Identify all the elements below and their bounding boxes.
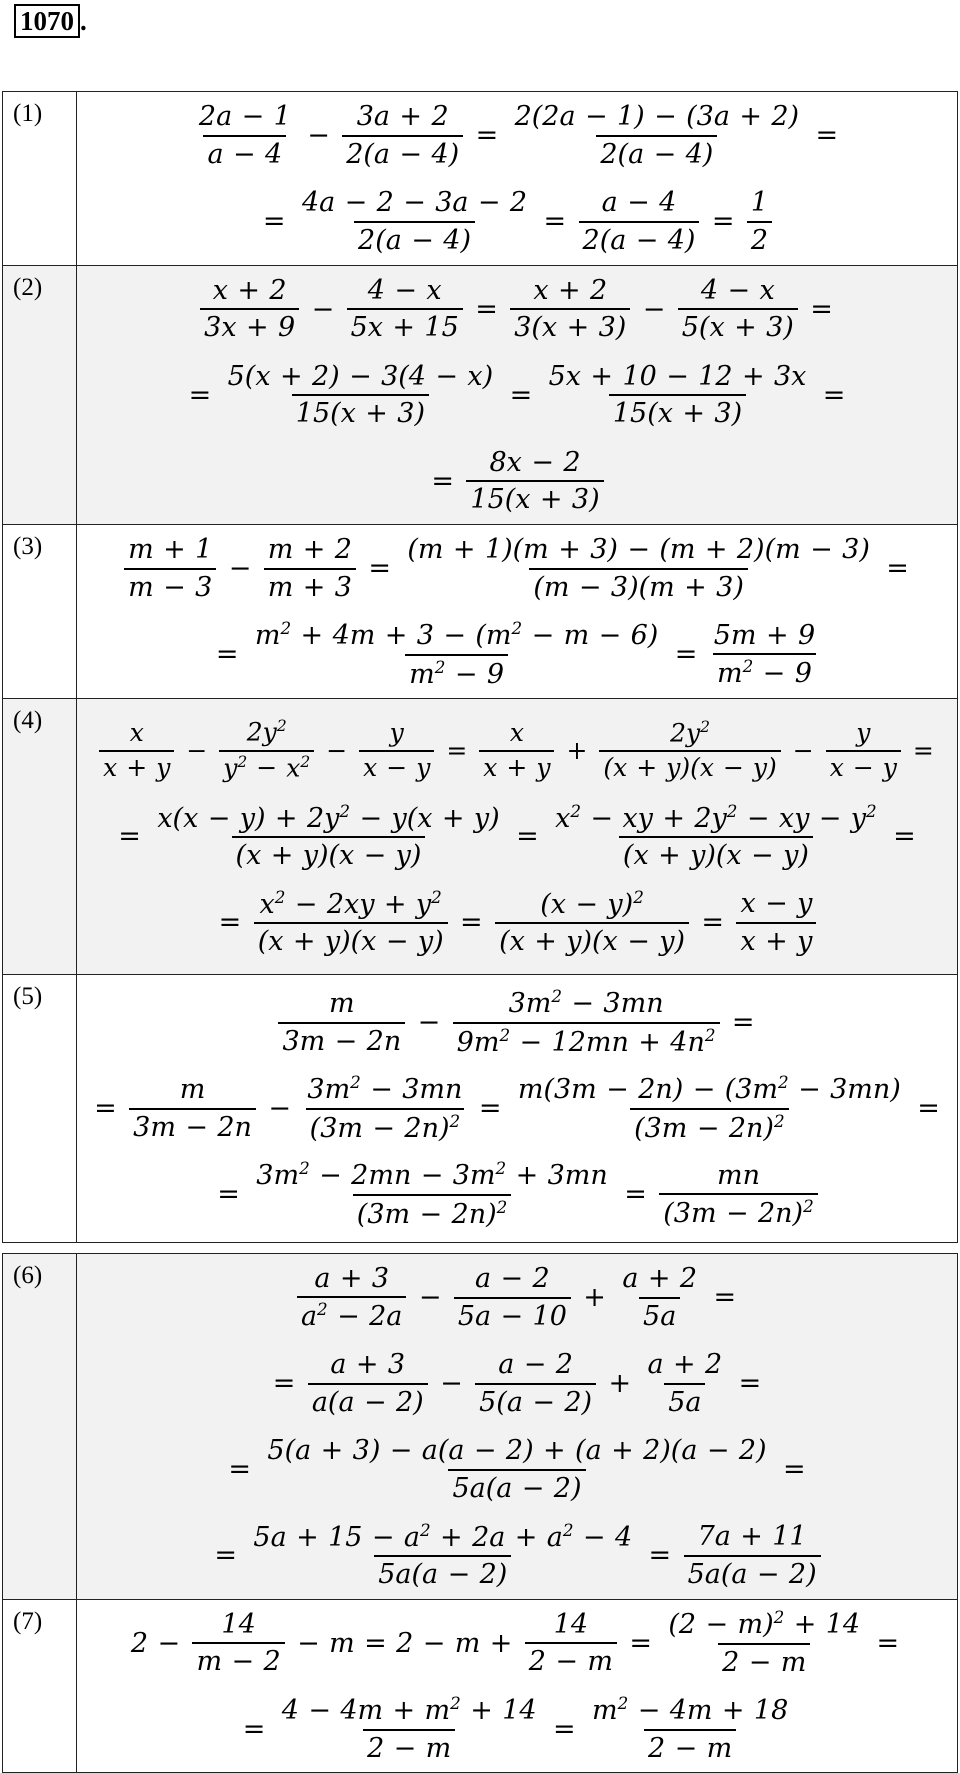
denominator: m − 3 [124,568,216,603]
exercise-header [14,6,87,37]
numerator: $m^2 + 4m + 3 - (m^2 - m - 6)$ [254,618,659,652]
expression-text: − m = 2 − m + [297,1627,513,1659]
expression-text: = [475,293,498,325]
solution-row-3 [3,525,958,699]
numerator: x [129,717,144,747]
numerator: 14 [553,1608,589,1640]
numerator: $m^2 - 4m + 18$ [592,1693,789,1727]
fraction [710,620,819,689]
numerator: 5m + 9 [713,619,816,651]
numerator: 8x − 2 [489,446,581,478]
equation-line [114,794,919,880]
expression-text: = [553,1713,576,1745]
expression-text: − [268,1093,291,1124]
expression-text: = [782,1454,806,1485]
expression-text: = [242,1713,266,1745]
expression-text: = [446,736,468,765]
equation-line [90,1066,944,1152]
expression-text: = [624,1179,647,1210]
fraction [249,1521,636,1590]
numerator: m + 1 [128,534,213,566]
denominator: 5x + 15 [347,308,463,343]
numerator: 2(2a − 1) − (3a + 2) [514,101,800,133]
solution-cell [77,699,958,975]
solution-cell [77,92,958,266]
expression-text: = [674,639,698,670]
exercise-number-suffix: . [80,6,87,36]
equation-line [96,708,938,794]
fraction [308,1349,428,1417]
expression-text: + [583,1282,606,1313]
numerator: a + 2 [622,1263,698,1295]
denominator: (x + y)(x − y) [232,836,426,871]
expression-text: − [418,1282,442,1313]
expression-text: = [218,907,242,938]
denominator: $(3m - 2n)^2$ [659,1193,818,1229]
denominator: 5a [664,1383,705,1418]
denominator: (m − 3)(m + 3) [529,568,748,603]
expression-text: = [731,1007,755,1038]
denominator: a − 4 [203,135,286,170]
solution-row-4 [3,699,958,975]
fraction [297,1263,406,1332]
expression-text: − [228,553,252,584]
expression-text: − [326,736,348,765]
numerator: x + 2 [212,274,287,306]
numerator: $5a + 15 - a^2 + 2a + a^2 - 4$ [253,1519,633,1553]
expression-text: = [886,553,909,584]
equation-line [131,1600,903,1686]
numerator: $2y^2$ [246,717,287,747]
denominator: $y^2 - x^2$ [219,750,314,783]
solution-row-2 [3,266,958,525]
numerator: $2y^2$ [670,717,711,747]
denominator: (x + y)(x − y) [619,836,813,871]
denominator: x + y [479,750,554,783]
row-label: (6) [3,1254,77,1600]
expression-text: = [228,1454,252,1485]
fraction [219,718,314,782]
fraction [643,1349,726,1417]
equation-line [427,438,606,524]
numerator: 14 [221,1608,256,1640]
numerator: $3m^2 - 2mn - 3m^2 + 3mn$ [256,1158,608,1192]
row-label: (5) [3,975,77,1243]
expression-text: + [566,736,588,765]
numerator: $3m^2 - 3mn$ [508,986,664,1020]
denominator: 2 − m [718,1643,810,1678]
fraction [618,1263,701,1331]
numerator: 5x + 10 − 12 + 3x [548,360,807,392]
fraction [525,1609,617,1677]
denominator: 2 [747,221,772,256]
expression-text: = [118,821,141,852]
fraction [342,101,463,169]
fraction [252,1159,612,1229]
fraction [278,988,405,1056]
numerator: a + 3 [330,1349,406,1381]
denominator: $(3m - 2n)^2$ [630,1108,789,1144]
fraction [195,101,295,169]
expression-text: = [810,293,833,325]
expression-text: = [478,1093,502,1124]
fraction [347,275,463,343]
denominator: 2(a − 4) [354,221,475,256]
fraction [599,719,780,783]
solution-row-1 [3,92,958,266]
expression-text: − [307,120,330,151]
numerator: 2a − 1 [198,101,291,133]
numerator: 5(a + 3) − a(a − 2) + (a + 2)(a − 2) [267,1435,767,1467]
fraction [99,719,174,783]
numerator: a − 2 [475,1263,550,1295]
equation-line [210,1513,823,1599]
expression-text: = [509,379,533,411]
denominator: 3m − 2n [129,1108,256,1143]
equation-line [224,1427,809,1513]
denominator: 3(x + 3) [510,308,630,343]
expression-text: = [713,1282,737,1313]
numerator: a + 2 [647,1349,723,1381]
numerator: 3a + 2 [356,101,449,133]
numerator: $4 - 4m + m^2 + 14$ [281,1693,537,1727]
fraction [124,534,216,602]
denominator: 2(a − 4) [596,135,717,170]
denominator: 5a(a − 2) [684,1555,821,1590]
expression-text: − [417,1007,441,1038]
fraction [359,719,434,783]
numerator: $(2 - m)^2 + 14$ [668,1607,861,1641]
expression-text: − [311,293,335,325]
denominator: 2(a − 4) [579,221,700,256]
expression-text: = [368,553,391,584]
fraction [579,187,700,255]
solution-row-5 [3,975,958,1243]
equation-line [275,980,758,1066]
expression-text: − [792,736,814,765]
numerator: $m(3m - 2n) - (3m^2 - 3mn)$ [517,1072,901,1106]
fraction [475,1349,596,1417]
equation-line [121,526,913,612]
denominator: 3m − 2n [278,1022,405,1057]
denominator: 2 − m [363,1729,455,1764]
numerator: $x^2 - 2xy + y^2$ [259,886,442,920]
expression-text: − [440,1368,463,1399]
fraction [303,1073,466,1143]
expression-text: = [876,1627,900,1659]
expression-text: = [215,639,239,670]
denominator: 5a(a − 2) [374,1555,511,1590]
numerator: x + 2 [533,274,608,306]
numerator: x [509,717,524,747]
numerator: 4 − x [700,274,775,306]
solution-cell [77,1254,958,1600]
denominator: $a^2 - 2a$ [297,1296,406,1332]
fraction [678,275,798,343]
fraction [747,187,772,255]
denominator: 2 − m [525,1642,617,1677]
expression-text: − [642,293,666,325]
fraction [826,719,901,783]
equation-line [215,880,820,966]
expression-text: − [186,736,208,765]
numerator: m [329,988,355,1020]
denominator: 5a(a − 2) [448,1469,585,1504]
numerator: a + 3 [314,1262,390,1294]
fraction [129,1074,256,1142]
denominator: (x + y)(x − y) [254,922,448,957]
numerator: a − 4 [601,187,677,219]
denominator: 5(a − 2) [475,1383,596,1418]
expression-text: 2 − [130,1627,181,1659]
fraction [588,1694,792,1763]
solutions-table-part-2 [2,1253,958,1773]
numerator: 7a + 11 [697,1521,807,1553]
equation-line [239,1686,796,1772]
numerator: y [856,717,871,747]
expression-text: = [272,1368,296,1399]
numerator: mn [716,1159,760,1191]
denominator: $(3m - 2n)^2$ [353,1194,512,1230]
numerator: m [179,1074,206,1106]
denominator: $(3m - 2n)^2$ [306,1108,465,1144]
numerator: (m + 1)(m + 3) − (m + 2)(m − 3) [407,534,870,566]
expression-text: = [912,736,934,765]
numerator: $x(x - y) + 2y^2 - y(x + y)$ [157,800,500,834]
row-label: (1) [3,92,77,266]
fraction [403,534,873,602]
expression-text: = [188,379,212,411]
numerator: 1 [750,187,769,219]
expression-text: = [94,1093,117,1124]
fraction [264,534,356,602]
expression-text: = [711,206,735,237]
expression-text: = [648,1540,672,1571]
numerator: 4 − x [367,274,442,306]
fraction [254,888,448,957]
equation-line [192,93,842,179]
fraction [251,619,662,689]
fraction [224,361,498,429]
fraction [278,1694,541,1763]
equation-line [269,1341,765,1427]
expression-text: = [815,120,839,151]
denominator: m − 2 [192,1642,284,1677]
numerator: 5(x + 2) − 3(4 − x) [227,360,494,392]
equation-line [213,1152,820,1238]
denominator: 15(x + 3) [609,394,746,429]
solution-cell [77,975,958,1243]
equation-line [197,266,837,352]
expression-text: = [262,206,286,237]
row-label: (2) [3,266,77,525]
expression-text: = [460,907,483,938]
fraction [495,888,689,957]
equation-line [259,179,775,265]
expression-text: = [214,1540,238,1571]
fraction [453,987,720,1057]
expression-text: = [629,1627,652,1659]
denominator: $m^2 - 9$ [713,653,816,689]
denominator: a(a − 2) [308,1383,428,1418]
denominator: x + y [736,922,816,957]
denominator: $m^2 - 9$ [405,654,508,690]
fraction [511,101,803,169]
solution-row-6 [3,1254,958,1600]
fraction [545,361,811,429]
row-label: (4) [3,699,77,975]
equation-line [294,1255,740,1341]
fraction [551,802,881,871]
denominator: 2 − m [644,1729,736,1764]
row-label: (3) [3,525,77,699]
equation-line [185,352,850,438]
numerator: a − 2 [498,1349,573,1381]
numerator: x − y [740,888,813,920]
solutions-table-part-1 [2,91,958,1243]
fraction [298,187,531,255]
numerator: $x^2$ − xy + $2y^2$ − xy − $y^2$ [555,800,877,834]
numerator: $(x - y)^2$ [540,886,644,920]
numerator: m + 2 [267,534,352,566]
fraction [510,275,630,343]
exercise-number: 1070 [14,4,80,38]
solution-cell [77,266,958,525]
fraction [263,1435,770,1503]
denominator: 5a [639,1297,680,1332]
denominator: 5(x + 3) [678,308,798,343]
denominator: 3x + 9 [200,308,299,343]
row-label: (7) [3,1600,77,1773]
fraction [200,275,299,343]
denominator: 2(a − 4) [342,135,463,170]
denominator: 15(x + 3) [292,394,429,429]
expression-text: = [475,120,499,151]
numerator: y [389,717,404,747]
equation-line [212,612,822,698]
numerator: 4a − 2 − 3a − 2 [301,187,528,219]
denominator: $9m^2 - 12mn + 4n^2$ [453,1022,720,1058]
fraction [664,1608,864,1677]
denominator: (x + y)(x − y) [599,750,780,783]
fraction [454,1263,571,1331]
fraction [466,447,603,515]
denominator: 15(x + 3) [466,480,603,515]
fraction [153,802,503,871]
denominator: (x + y)(x − y) [495,922,689,957]
expression-text: = [516,821,539,852]
expression-text: + [608,1368,632,1399]
expression-text: = [822,379,846,411]
solution-row-7 [3,1600,958,1773]
fraction [659,1160,818,1229]
solution-cell [77,1600,958,1773]
fraction [736,888,816,956]
denominator: x − y [826,750,901,783]
denominator: m + 3 [264,568,356,603]
denominator: x − y [359,750,434,783]
fraction [479,719,554,783]
expression-text: = [543,206,567,237]
expression-text: = [738,1368,762,1399]
solution-cell [77,525,958,699]
denominator: 5a − 10 [454,1297,571,1332]
expression-text: = [893,821,916,852]
fraction [514,1073,905,1143]
expression-text: = [431,465,454,497]
fraction [192,1609,284,1677]
fraction [684,1521,821,1589]
numerator: $3m^2 - 3mn$ [307,1072,463,1106]
denominator: x + y [99,750,174,783]
expression-text: = [917,1093,940,1124]
expression-text: = [217,1179,240,1210]
expression-text: = [701,907,725,938]
